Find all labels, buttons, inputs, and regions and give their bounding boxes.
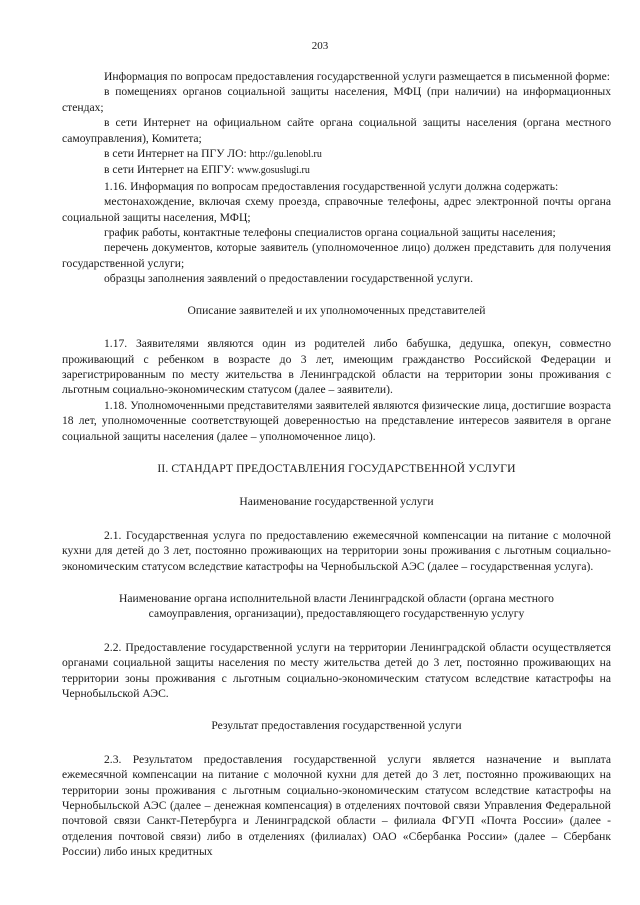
- paragraph-1-17: 1.17. Заявителями являются один из родителей либо бабушка, дедушка, опекун, совместно проживающий с ребенком в возрасте до 3 лет, имеющим гражданство Российской Федерации и зарегистрированным по месту жительства в Ленинградской области на территории зоны проживания с льготным социально-экономическим статусом (далее – заявители).: [62, 337, 611, 397]
- section-title-ii: II. СТАНДАРТ ПРЕДОСТАВЛЕНИЯ ГОСУДАРСТВЕННОЙ УСЛУГИ: [157, 461, 516, 475]
- pgu-link[interactable]: http://gu.lenobl.ru: [249, 149, 322, 161]
- paragraph-location: местонахождение, включая схему проезда, справочные телефоны, адрес электронной почты органа социальной защиты населения, МФЦ;: [62, 195, 611, 224]
- paragraph-info-website: в сети Интернет на официальном сайте органа социальной защиты населения (органа местного самоуправления), Комитета;: [62, 116, 611, 145]
- heading-result: Результат предоставления государственной услуги: [211, 719, 462, 733]
- epgu-link[interactable]: www.gosuslugi.ru: [237, 165, 310, 177]
- paragraph-1-18: 1.18. Уполномоченными представителями заявителей являются физические лица, достигшие возраста 18 лет, уполномоченные соответствующей доверенностью на представление интересов заявителя в органе социальной защиты населения (далее – уполномоченное лицо).: [62, 398, 611, 443]
- paragraph-info-epgu: [62, 162, 611, 178]
- paragraph-documents-list: перечень документов, которые заявитель (уполномоченное лицо) должен представить для получения государственной услуги;: [62, 241, 611, 270]
- paragraph-samples: образцы заполнения заявлений о предоставлении государственной услуги.: [104, 272, 473, 286]
- page-number: 203: [311, 40, 329, 52]
- paragraph-info-stands: в помещениях органов социальной защиты населения, МФЦ (при наличии) на информационных стендах;: [62, 85, 611, 114]
- paragraph-schedule: график работы, контактные телефоны специалистов органа социальной защиты населения;: [104, 226, 556, 240]
- heading-authority: Наименование органа исполнительной власти Ленинградской области (органа местного самоуправления, организации), предоставляющего государственную услугу: [119, 591, 554, 621]
- heading-applicants: Описание заявителей и их уполномоченных представителей: [187, 303, 486, 317]
- paragraph-info-pgu: [62, 146, 611, 162]
- pgu-label: в сети Интернет на ПГУ ЛО:: [104, 147, 247, 161]
- paragraph-2-2: 2.2. Предоставление государственной услуги на территории Ленинградской области осуществляется органами социальной защиты населения по месту жительства детей до 3 лет, постоянно проживающих на территории зоны проживания с льготным социально-экономическим статусом вследствие катастрофы на Чернобыльской АЭС.: [62, 640, 611, 700]
- heading-service-name: Наименование государственной услуги: [239, 495, 434, 509]
- paragraph-2-1: 2.1. Государственная услуга по предоставлению ежемесячной компенсации на питание с молочной кухни для детей до 3 лет, постоянно проживающих на территории зоны проживания с льготным социально-экономическим статусом вследствие катастрофы на Чернобыльской АЭС (далее – государственная услуга).: [62, 528, 611, 573]
- epgu-label: в сети Интернет на ЕПГУ:: [104, 163, 235, 177]
- page-content: [62, 69, 611, 860]
- paragraph-2-3: 2.3. Результатом предоставления государственной услуги является назначение и выплата ежемесячной компенсации на питание с молочной кухни для детей до 3 лет, постоянно проживающих на территории зоны проживания с льготным социально-экономическим статусом вследствие катастрофы на Чернобыльской АЭС (далее – денежная компенсация) в отделениях почтовой связи Управления Федеральной почтовой связи Санкт-Петербурга и Ленинградской области – филиала ФГУП «Почта России» (далее - отделения почтовой связи) либо в отделениях (филиалах) ОАО «Сбербанка России» (далее – Сбербанк России) либо иных кредитных: [62, 752, 611, 859]
- paragraph-info-intro: Информация по вопросам предоставления государственной услуги размещается в письменной форме:: [104, 70, 610, 83]
- paragraph-1-16: 1.16. Информация по вопросам предоставления государственной услуги должна содержать:: [104, 179, 559, 193]
